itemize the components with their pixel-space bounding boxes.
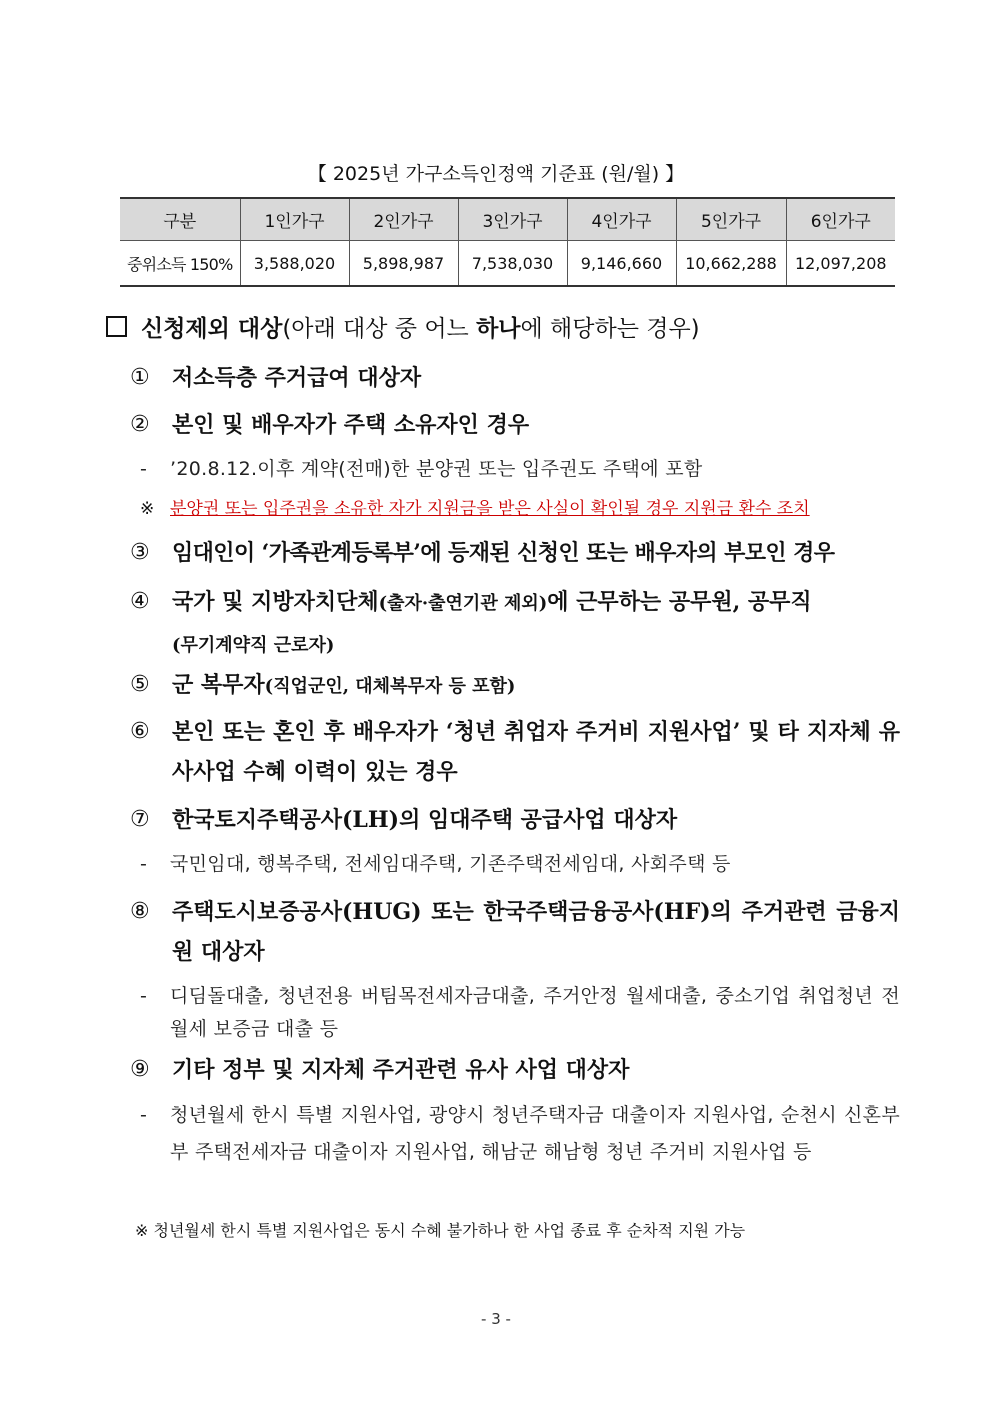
item-text: 임대인이 ‘가족관계등록부’에 등재된 신청인 또는 배우자의 부모인 경우	[172, 540, 835, 566]
sub-item-text: ’20.8.12.이후 계약(전매)한 분양권 또는 입주권도 주택에 포함	[170, 458, 703, 480]
header-4-person: 4인가구	[567, 198, 676, 241]
row-label: 중위소득 150%	[120, 241, 240, 287]
table-cell: 7,538,030	[458, 241, 567, 287]
item-text: 주택도시보증공사(HUG) 또는 한국주택금융공사(HF)의 주거관련 금융지원 대상자	[172, 899, 900, 965]
item-number: ⑥	[130, 719, 150, 744]
header-category: 구분	[120, 198, 240, 241]
table-header-row	[120, 198, 895, 241]
list-item	[130, 665, 900, 707]
item-text-part: 군 복무자	[172, 672, 265, 698]
header-2-person: 2인가구	[349, 198, 458, 241]
item-text	[172, 582, 900, 666]
item-number: ③	[130, 540, 150, 565]
page-number: - 3 -	[481, 1310, 511, 1328]
warning-note-text: 분양권 또는 입주권을 소유한 자가 지원금을 받은 사실이 확인될 경우 지원금 환수 조치	[170, 499, 810, 519]
table-cell: 10,662,288	[676, 241, 786, 287]
list-item	[130, 358, 900, 398]
item-text-small: (출자·출연기관 제외)	[378, 593, 548, 614]
item-text	[172, 665, 900, 707]
list-item	[130, 892, 900, 972]
header-1-person: 1인가구	[240, 198, 349, 241]
dash-bullet: -	[140, 458, 147, 480]
table-cell: 9,146,660	[567, 241, 676, 287]
item-text-part: 국가 및 지방자치단체	[172, 589, 379, 615]
list-item	[130, 533, 900, 573]
table-cell: 3,588,020	[240, 241, 349, 287]
item-text: 한국토지주택공사(LH)의 임대주택 공급사업 대상자	[172, 807, 678, 833]
dash-bullet: -	[140, 853, 147, 875]
checkbox-square-icon	[106, 316, 127, 337]
sub-item-text: 국민임대, 행복주택, 전세임대주택, 기존주택전세임대, 사회주택 등	[170, 853, 731, 875]
table-row	[120, 241, 895, 287]
item-text-small: (직업군인, 대체복무자 등 포함)	[264, 676, 516, 697]
item-number: ①	[130, 365, 150, 390]
table-title: 【 2025년 가구소득인정액 기준표 (원/월) 】	[307, 163, 685, 185]
item-text-part: 에 근무하는 공무원, 공무직	[547, 589, 812, 615]
item-text: 기타 정부 및 지자체 주거관련 유사 사업 대상자	[172, 1057, 630, 1083]
list-item	[130, 1050, 900, 1090]
item-text-small: (무기계약직 근로자)	[172, 635, 335, 656]
list-item	[130, 405, 900, 445]
footnote: ※ 청년월세 한시 특별 지원사업은 동시 수혜 불가하나 한 사업 종료 후 순차적 지원 가능	[135, 1221, 746, 1240]
item-text: 저소득층 주거급여 대상자	[172, 365, 422, 391]
list-item	[130, 800, 900, 840]
list-item	[130, 582, 900, 666]
item-number: ②	[130, 412, 150, 437]
table-cell: 12,097,208	[786, 241, 895, 287]
table-cell: 5,898,987	[349, 241, 458, 287]
section-title-paren: (아래 대상 중 어느	[282, 316, 477, 342]
section-title-bold2: 하나	[476, 316, 521, 342]
section-heading	[106, 312, 700, 346]
dash-bullet: -	[140, 985, 147, 1007]
warning-note	[140, 495, 900, 523]
sub-item	[140, 453, 900, 486]
sub-item	[140, 848, 900, 881]
item-number: ⑤	[130, 672, 150, 697]
list-item	[130, 712, 900, 792]
header-5-person: 5인가구	[676, 198, 786, 241]
item-number: ④	[130, 589, 150, 614]
header-3-person: 3인가구	[458, 198, 567, 241]
dash-bullet: -	[140, 1104, 147, 1126]
section-title-bold: 신청제외 대상	[141, 316, 283, 342]
income-standard-table	[120, 197, 895, 287]
note-mark: ※	[140, 499, 155, 519]
sub-item	[140, 980, 900, 1046]
item-text: 본인 및 배우자가 주택 소유자인 경우	[172, 412, 530, 438]
item-text: 본인 또는 혼인 후 배우자가 ‘청년 취업자 주거비 지원사업’ 및 타 지자체 유사사업 수혜 이력이 있는 경우	[172, 719, 900, 785]
header-6-person: 6인가구	[786, 198, 895, 241]
sub-item-text: 청년월세 한시 특별 지원사업, 광양시 청년주택자금 대출이자 지원사업, 순천시 신혼부부 주택전세자금 대출이자 지원사업, 해남군 해남형 청년 주거비 지원사업 등	[170, 1104, 900, 1163]
item-number: ⑦	[130, 807, 150, 832]
sub-item-text: 디딤돌대출, 청년전용 버팀목전세자금대출, 주거안정 월세대출, 중소기업 취업청년 전월세 보증금 대출 등	[170, 985, 900, 1040]
sub-item	[140, 1097, 900, 1171]
item-number: ⑧	[130, 899, 150, 924]
item-number: ⑨	[130, 1057, 150, 1082]
section-title-rest: 에 해당하는 경우)	[520, 316, 700, 342]
